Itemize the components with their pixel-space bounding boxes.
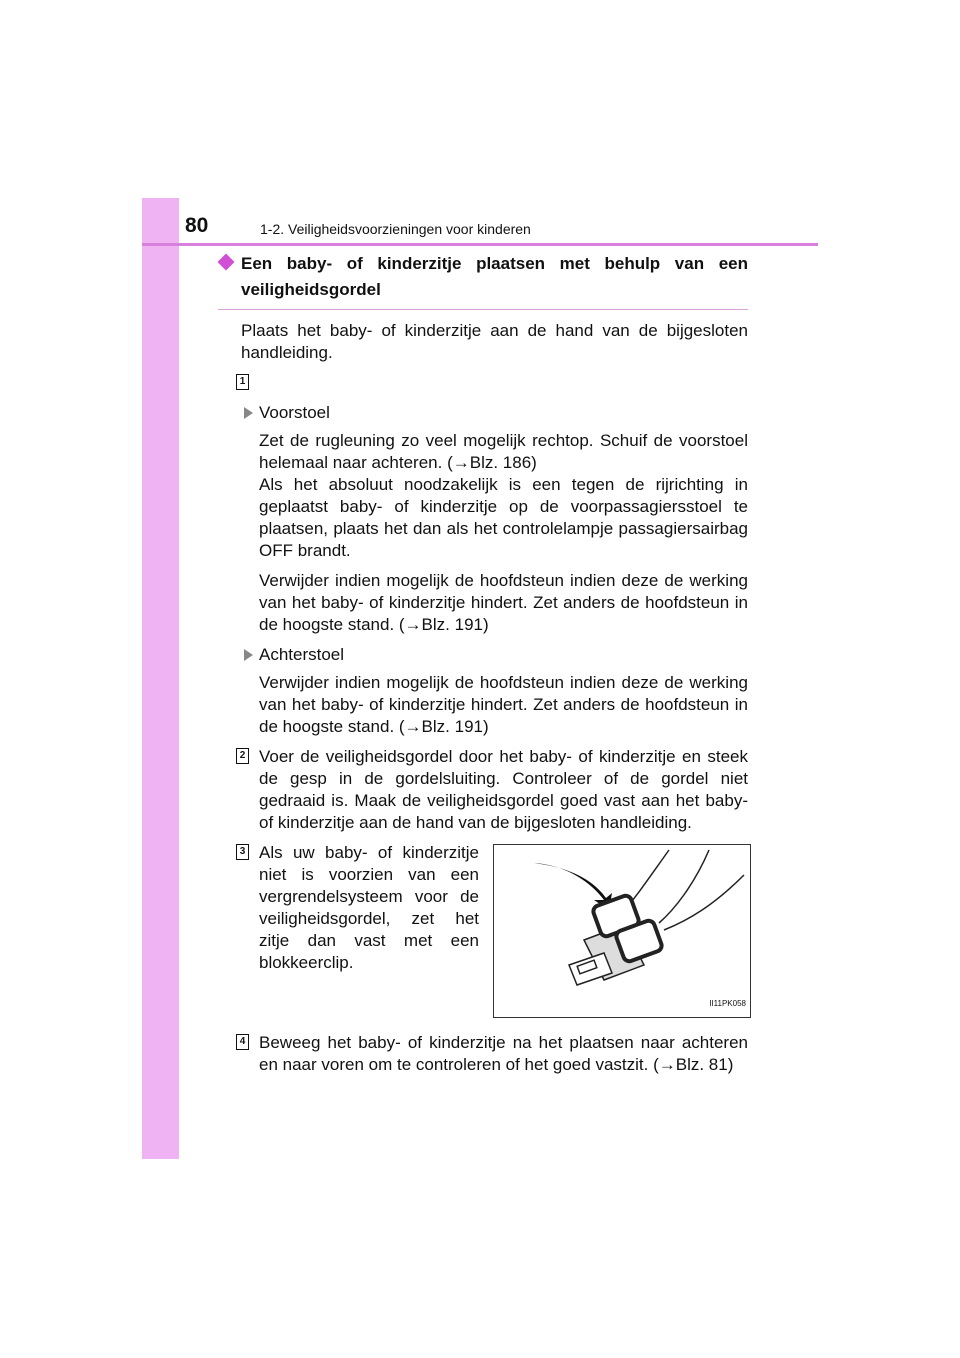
buckle-clip-illustration [494,845,750,1017]
rear-seat-paragraph: Verwijder indien mogelijk de hoofdsteun indien deze de werking van het baby- of kinderzitje hindert. Zet anders de hoofdsteun in de hoogste stand. (→Blz. 191) [259,673,748,736]
page-number: 80 [185,214,209,237]
step-4-badge: 4 [236,1034,249,1050]
front-seat-label: Voorstoel [259,403,330,422]
intro-paragraph: Plaats het baby- of kinderzitje aan de hand van de bijgesloten handleiding. [241,321,748,362]
step-1 [218,372,748,394]
section-heading [218,251,748,303]
front-seat-paragraph-1: Zet de rugleuning zo veel mogelijk rechtop. Schuif de voorstoel helemaal naar achteren. (→Blz. 186) [259,431,748,472]
step-4 [218,1032,748,1076]
step-3 [218,842,748,1024]
section-title: 1-2. Veiligheidsvoorzieningen voor kinderen [260,221,531,237]
buckle-clip-figure [493,844,751,1018]
header-rule [142,243,818,246]
triangle-bullet-icon [244,649,253,661]
step-2-badge: 2 [236,748,249,764]
page-content [218,251,748,1084]
rear-seat-item [218,644,748,666]
figure-code: II11PK058 [709,999,746,1008]
heading-divider [218,309,748,310]
step-3-badge: 3 [236,844,249,860]
step-2-text: Voer de veiligheidsgordel door het baby- of kinderzitje en steek de gesp in de gordelsluiting. Controleer of de gordel niet gedraaid is. Maak de veiligheidsgordel goed vast aan het baby- of kinderzitje aan de hand van de bijgesloten handleiding. [259,747,748,832]
triangle-bullet-icon [244,407,253,419]
front-seat-paragraph-2: Als het absoluut noodzakelijk is een tegen de rijrichting in geplaatst baby- of kinderzitje op de voorpassagiersstoel te plaatsen, plaats het dan als het controlelampje passagiersairbag OFF brandt. [259,475,748,560]
step-1-badge: 1 [236,374,249,390]
rear-seat-label: Achterstoel [259,645,345,664]
step-4-text: Beweeg het baby- of kinderzitje na het plaatsen naar achteren en naar voren om te controleren of het goed vastzit. (→Blz. 81) [259,1033,748,1074]
front-seat-paragraph-3: Verwijder indien mogelijk de hoofdsteun indien deze de werking van het baby- of kinderzitje hindert. Zet anders de hoofdsteun in de hoogste stand. (→Blz. 191) [259,571,748,634]
step-3-text: Als uw baby- of kinderzitje niet is voorzien van een vergrendelsysteem voor de veiligheidsgordel, zet het zitje dan vast met een blokkeerclip. [259,843,479,972]
diamond-bullet-icon [218,254,235,271]
sidebar-strip [142,198,179,1159]
front-seat-item [218,402,748,424]
heading-text: Een baby- of kinderzitje plaatsen met behulp van een veiligheidsgordel [241,254,748,299]
step-2 [218,746,748,834]
